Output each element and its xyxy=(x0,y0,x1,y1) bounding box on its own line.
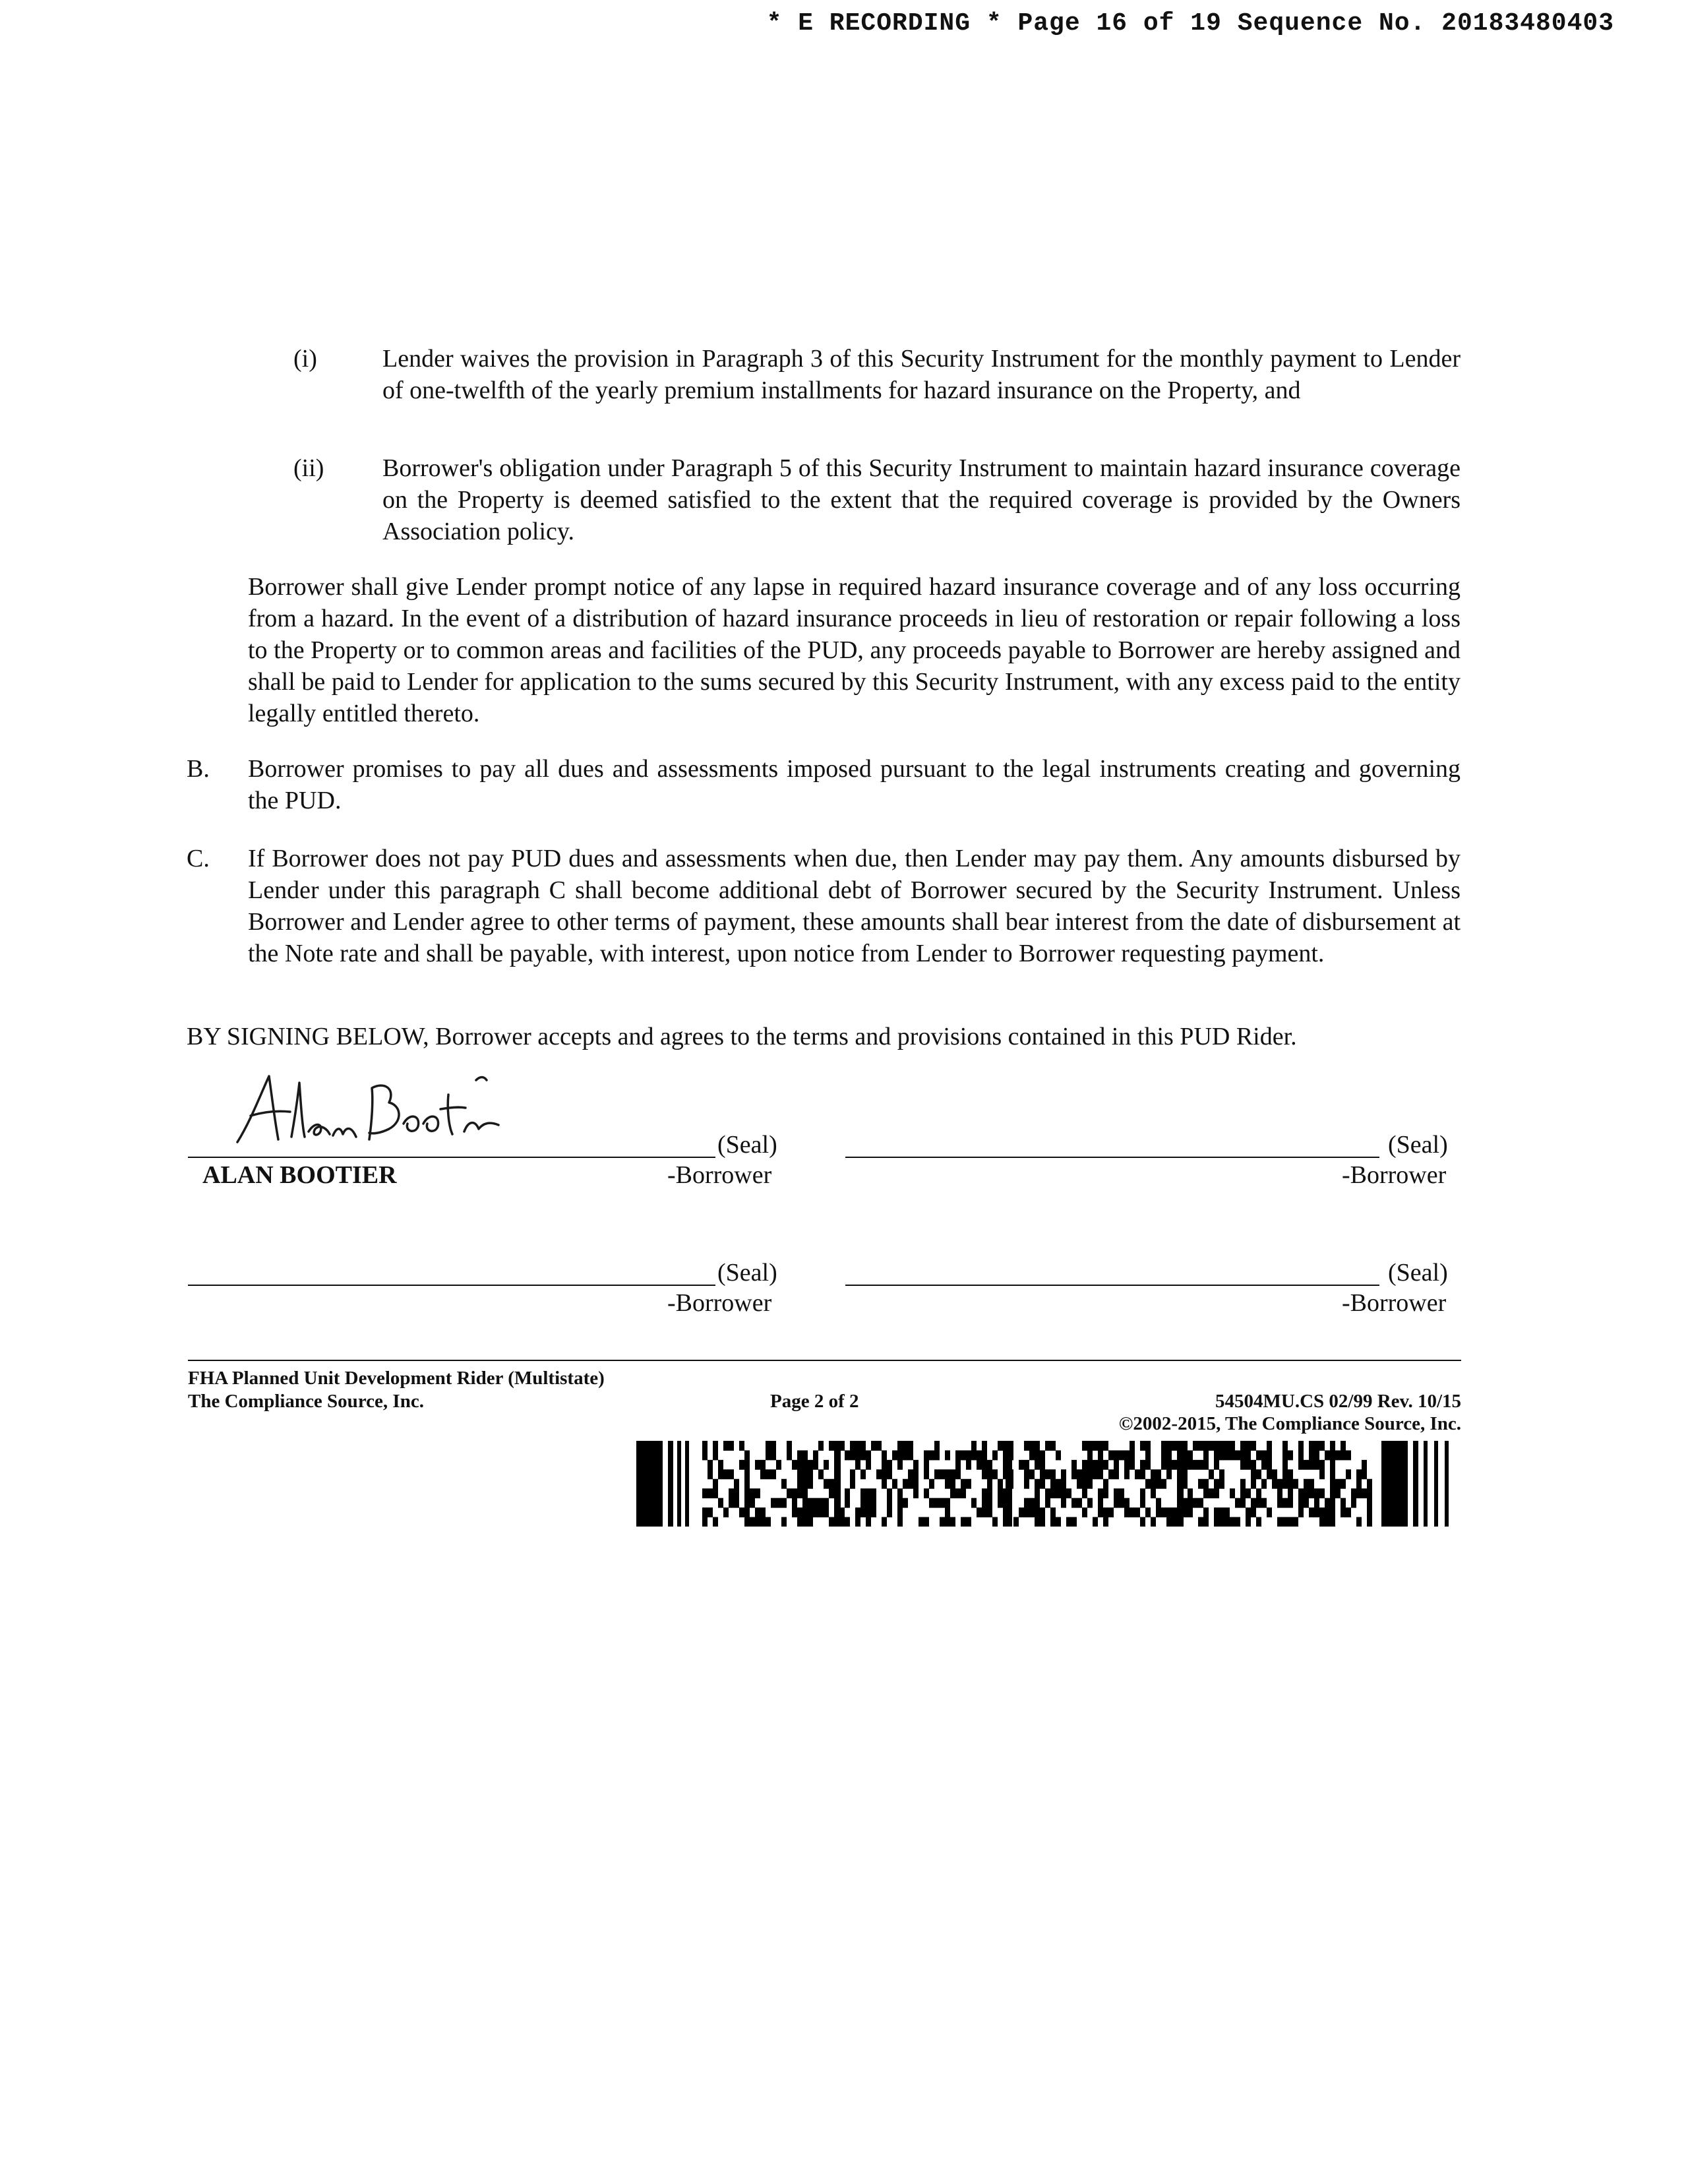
section-letter: C. xyxy=(187,845,210,872)
page-number: Page 2 of 2 xyxy=(770,1391,859,1412)
subitem-marker: (i) xyxy=(293,345,317,373)
subitem-ii xyxy=(293,452,1461,551)
signature-line-borrower-3 xyxy=(188,1285,715,1286)
hazard-notice-paragraph: Borrower shall give Lender prompt notice of any lapse in required hazard insurance coverage and of any loss occurring from a hazard. In the event of a distribution of hazard insurance proceeds in lieu of restoration or repair following a loss to the Property or to common areas and facilities of the PUD, any proceeds payable to Borrower are hereby assigned and shall be paid to Lender for application to the sums secured by this Security Instrument, with any excess paid to the entity legally entitled thereto. xyxy=(248,573,1461,727)
signature-line-borrower-4 xyxy=(845,1285,1379,1286)
borrower-role-label: -Borrower xyxy=(1342,1161,1447,1189)
subitem-marker: (ii) xyxy=(293,454,324,482)
by-signing-statement: BY SIGNING BELOW, Borrower accepts and agrees to the terms and provisions contained in this PUD Rider. xyxy=(187,1023,1297,1050)
form-title: FHA Planned Unit Development Rider (Multistate) xyxy=(188,1368,605,1389)
borrower-role-label: -Borrower xyxy=(667,1289,772,1317)
barcode xyxy=(636,1441,1461,1527)
seal-label: (Seal) xyxy=(717,1259,777,1287)
borrower-role-label: -Borrower xyxy=(667,1161,772,1189)
subitem-text: Lender waives the provision in Paragraph 3 of this Security Instrument for the monthly payment to Lender of one-twelfth of the yearly premium installments for hazard insurance on the Property, and xyxy=(382,345,1461,404)
subitem-i xyxy=(293,343,1461,442)
subitem-text: Borrower's obligation under Paragraph 5 of this Security Instrument to maintain hazard insurance coverage on the Property is deemed satisfied to the extent that the required coverage is provided by the Owners Association policy. xyxy=(382,454,1461,545)
company-name: The Compliance Source, Inc. xyxy=(188,1391,424,1412)
borrower-role-label: -Borrower xyxy=(1342,1289,1447,1317)
borrower-name: ALAN BOOTIER xyxy=(202,1161,397,1189)
seal-label: (Seal) xyxy=(717,1131,777,1159)
borrower-signature xyxy=(231,1068,508,1154)
section-c xyxy=(187,843,1461,1008)
signature-line-borrower-2 xyxy=(845,1157,1379,1158)
section-letter: B. xyxy=(187,755,210,783)
signature-line-borrower-1 xyxy=(188,1157,715,1158)
seal-label: (Seal) xyxy=(1388,1259,1448,1287)
section-text: Borrower promises to pay all dues and assessments imposed pursuant to the legal instruments creating and governing the PUD. xyxy=(248,755,1461,814)
form-number: 54504MU.CS 02/99 Rev. 10/15 xyxy=(1215,1391,1461,1412)
recording-header: * E RECORDING * Page 16 of 19 Sequence No. 20183480403 xyxy=(766,9,1614,38)
section-text: If Borrower does not pay PUD dues and assessments when due, then Lender may pay them. Any amounts disbursed by Lender under this paragraph C shall become additional debt of Borrower secured by the Security Instrument. Unless Borrower and Lender agree to other terms of payment, these amounts shall bear interest from the date of disbursement at the Note rate and shall be payable, with interest, upon notice from Lender to Borrower requesting payment. xyxy=(248,845,1461,967)
footer-rule xyxy=(188,1360,1461,1361)
copyright: ©2002-2015, The Compliance Source, Inc. xyxy=(1118,1413,1461,1434)
seal-label: (Seal) xyxy=(1388,1131,1448,1159)
section-b xyxy=(187,753,1461,819)
